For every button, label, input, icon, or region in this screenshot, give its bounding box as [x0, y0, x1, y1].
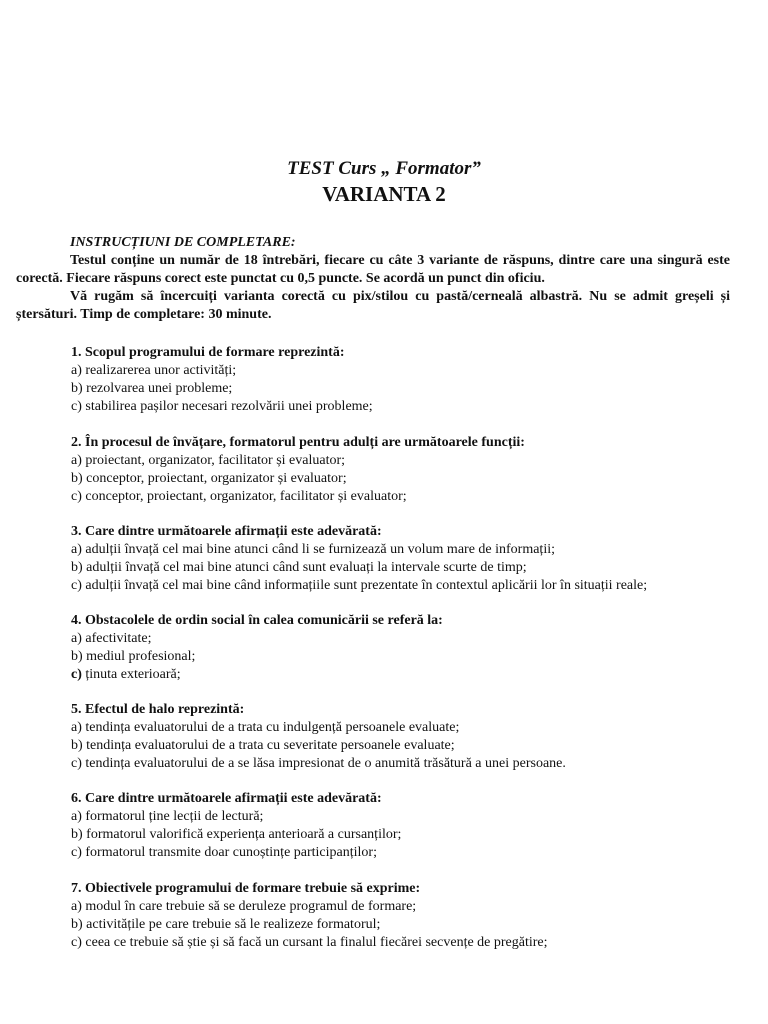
option-letter: a): [71, 363, 82, 378]
question-6: [71, 790, 751, 862]
option-letter: c): [71, 578, 82, 593]
option-a[interactable]: [71, 541, 751, 559]
question-text: 7. Obiectivele programului de formare trebuie să exprime:: [71, 881, 421, 896]
option-letter: a): [71, 809, 82, 824]
option-a[interactable]: [71, 630, 751, 648]
question-5: [71, 701, 751, 773]
option-a[interactable]: [71, 719, 751, 737]
option-b[interactable]: [71, 380, 751, 398]
question-4: [71, 612, 751, 684]
option-text: conceptor, proiectant, organizator și evaluator;: [86, 471, 347, 486]
instructions-heading-text: INSTRUCȚIUNI DE COMPLETARE:: [70, 235, 296, 250]
option-letter: c): [71, 845, 82, 860]
option-c[interactable]: [71, 844, 751, 862]
option-letter: a): [71, 631, 82, 646]
option-a[interactable]: [71, 898, 751, 916]
instructions-paragraph-1: Testul conține un număr de 18 întrebări, fiecare cu câte 3 variante de răspuns, dintre care una singură este corectă. Fiecare răspuns corect este punctat cu 0,5 puncte. Se acordă un punct din oficiu.: [16, 253, 730, 286]
option-a[interactable]: [71, 362, 751, 380]
question-7: [71, 880, 751, 952]
option-b[interactable]: [71, 826, 751, 844]
option-text: formatorul ține lecții de lectură;: [85, 809, 264, 824]
option-b[interactable]: [71, 737, 751, 755]
option-text: formatorul valorifică experiența anterioară a cursanților;: [86, 827, 402, 842]
option-text: formatorul transmite doar cunoștințe participanților;: [85, 845, 377, 860]
option-text: ceea ce trebuie să știe și să facă un cursant la finalul fiecărei secvențe de pregătire;: [85, 935, 548, 950]
option-b[interactable]: [71, 916, 751, 934]
option-text: realizarerea unor activități;: [85, 363, 237, 378]
question-1: [71, 344, 751, 416]
option-letter: b): [71, 738, 83, 753]
option-letter: b): [71, 381, 83, 396]
option-c[interactable]: [71, 398, 751, 416]
test-title: TEST Curs „ Formator”: [287, 158, 481, 179]
question-text: 3. Care dintre următoarele afirmații este adevărată:: [71, 524, 382, 539]
option-letter: b): [71, 649, 83, 664]
option-letter: b): [71, 560, 83, 575]
instructions-paragraph-2: Vă rugăm să încercuiți varianta corectă cu pix/stilou cu pastă/cerneală albastră. Nu se admit greșeli și ștersături. Timp de completare: 30 minute.: [16, 289, 730, 322]
question-text: 5. Efectul de halo reprezintă:: [71, 702, 245, 717]
option-letter: b): [71, 471, 83, 486]
option-letter: b): [71, 917, 83, 932]
option-c[interactable]: [71, 577, 751, 595]
instructions-block: [16, 234, 730, 324]
option-text: tendința evaluatorului de a se lăsa impresionat de o anumită trăsătură a unei persoane.: [85, 756, 566, 771]
question-text: 4. Obstacolele de ordin social în calea comunicării se referă la:: [71, 613, 443, 628]
option-c[interactable]: [71, 755, 751, 773]
option-text: mediul profesional;: [86, 649, 196, 664]
option-text: activitățile pe care trebuie să le realizeze formatorul;: [86, 917, 381, 932]
option-letter: c): [71, 756, 82, 771]
option-text: adulții învață cel mai bine atunci când li se furnizează un volum mare de informații;: [85, 542, 555, 557]
option-text: tendința evaluatorului de a trata cu severitate persoanele evaluate;: [86, 738, 455, 753]
option-text: tendința evaluatorului de a trata cu indulgență persoanele evaluate;: [85, 720, 460, 735]
option-letter: b): [71, 827, 83, 842]
option-text: modul în care trebuie să se deruleze programul de formare;: [85, 899, 417, 914]
option-letter: a): [71, 720, 82, 735]
option-text: afectivitate;: [85, 631, 152, 646]
option-c[interactable]: [71, 934, 751, 952]
option-b[interactable]: [71, 559, 751, 577]
option-text: stabilirea pașilor necesari rezolvării unei probleme;: [85, 399, 373, 414]
option-letter: a): [71, 453, 82, 468]
option-text: proiectant, organizator, facilitator și evaluator;: [85, 453, 346, 468]
option-text: ținuta exterioară;: [85, 667, 181, 682]
question-text: 6. Care dintre următoarele afirmații este adevărată:: [71, 791, 382, 806]
option-letter: a): [71, 899, 82, 914]
option-b[interactable]: [71, 648, 751, 666]
option-letter: a): [71, 542, 82, 557]
option-b[interactable]: [71, 470, 751, 488]
question-text: 2. În procesul de învățare, formatorul pentru adulți are următoarele funcții:: [71, 435, 525, 450]
option-letter: c): [71, 489, 82, 504]
option-c[interactable]: [71, 488, 751, 506]
option-text: rezolvarea unei probleme;: [86, 381, 233, 396]
option-a[interactable]: [71, 808, 751, 826]
option-letter: c): [71, 667, 82, 682]
option-letter: c): [71, 399, 82, 414]
option-a[interactable]: [71, 452, 751, 470]
instructions-heading: [16, 234, 730, 252]
question-3: [71, 523, 751, 595]
option-c[interactable]: [71, 666, 751, 684]
option-text: adulții învață cel mai bine când informațiile sunt prezentate în contextul aplicării lor în situații reale;: [85, 578, 648, 593]
option-text: conceptor, proiectant, organizator, facilitator și evaluator;: [85, 489, 407, 504]
question-text: 1. Scopul programului de formare reprezintă:: [71, 345, 345, 360]
question-2: [71, 434, 751, 506]
option-text: adulții învață cel mai bine atunci când sunt evaluați la intervale scurte de timp;: [86, 560, 527, 575]
variant-title: VARIANTA 2: [322, 182, 446, 206]
option-letter: c): [71, 935, 82, 950]
